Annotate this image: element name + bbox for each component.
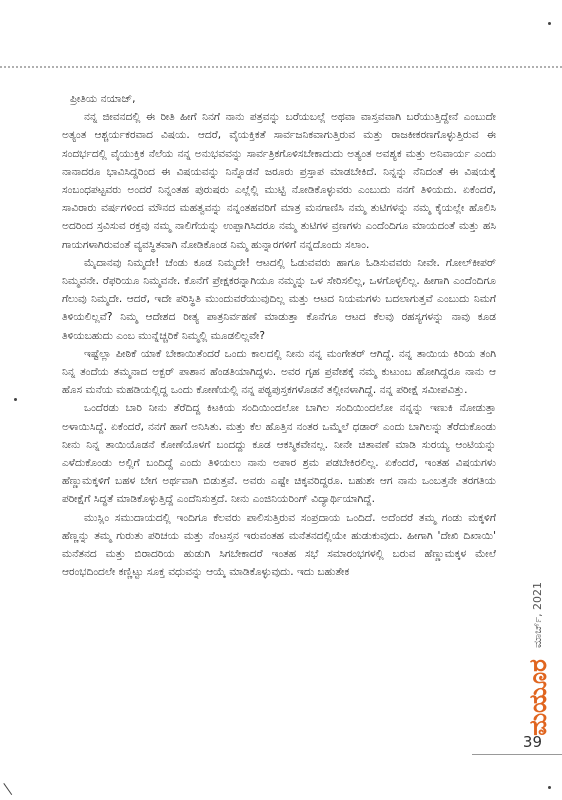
paragraph: ಇಷ್ಟೆಲ್ಲಾ ಪೀಠಿಕೆ ಯಾಕೆ ಬೇಕಾಯಿತೆಂದರೆ ಒಂದು ಕಾಲದಲ್ಲಿ ನೀನು ನನ್ನ ಮಂಗೇತರ್ ಆಗಿದ್ದೆ. ನನ್ನ ತಾಯಿಯ ಕಿರಿಯ ತಂಗಿ ನಿನ್ನ ತಂದೆಯ ತಮ್ಮನಾದ ಅಕ್ಬರ್ ಪಾಶಾನ ಹೆಂಡತಿಯಾಗಿದ್ದಳು. ಅವರ ಗೃಹ ಪ್ರವೇಶಕ್ಕೆ ನಮ್ಮ ಕುಟುಂಬ ಹೋಗಿದ್ದರೂ ನಾನು ಆ ಹೊಸ ಮನೆಯ ಮಹಡಿಯಲ್ಲಿದ್ದ ಒಂದು ಕೋಣೆಯಲ್ಲಿ ನನ್ನ ಪಠ್ಯಪುಸ್ತಕಗಳೊಡನೆ ತಲ್ಲೀನಳಾಗಿದ್ದೆ. ನನ್ನ ಪರೀಕ್ಷೆ ಸಮೀಪವಿತ್ತು.	[62, 347, 496, 397]
paragraph: ಮುಸ್ಲಿಂ ಸಮುದಾಯದಲ್ಲಿ ಇಂದಿಗೂ ಕೆಲವರು ಪಾಲಿಸುತ್ತಿರುವ ಸಂಪ್ರದಾಯ ಒಂದಿದೆ. ಅದೆಂದರೆ ತಮ್ಮ ಗಂಡು ಮಕ್ಕಳಿಗೆ ಹೆಣ್ಣನ್ನು ತಮ್ಮ ಗುರುತು ಪರಿಚಯ ಮತ್ತು ನೆಂಟಸ್ತನ ಇರುವಂತಹ ಮನೆತನದಲ್ಲಿಯೇ ಹುಡುಕುವುದು. ಹೀಗಾಗಿ 'ದೇಖಿ ದಿಖಾಯಿ' ಮನೆತನದ ಮತ್ತು ಬಿರಾದರಿಯ ಹುಡುಗಿ ಸಿಗಬೇಕಾದರೆ ಇಂತಹ ಸಭೆ ಸಮಾರಂಭಗಳಲ್ಲಿ ಬರುವ ಹೆಣ್ಣುಮಕ್ಕಳ ಮೇಲೆ ಆರಂಭದಿಂದಲೇ ಕಣ್ಣಿಟ್ಟು ಸೂಕ್ತ ವಧುವನ್ನು ಆಯ್ಕೆ ಮಾಡಿಕೊಳ್ಳುವುದು. ಇದು ಬಹುತೇಕ	[62, 511, 496, 579]
side-margin	[514, 575, 554, 735]
scan-dot	[14, 398, 17, 401]
issue-date	[529, 575, 547, 655]
paragraph: ಒಂದೆರಡು ಬಾರಿ ನೀನು ತೆರೆದಿದ್ದ ಕಿಟಕಿಯ ಸಂದಿಯಿಂದಲೋ ಬಾಗಿಲ ಸಂದಿಯಿಂದಲೋ ನನ್ನನ್ನು ಇಣುಕಿ ನೋಡುತ್ತಾ ಅಳಾಯಿಸಿದ್ದೆ. ಏಕೆಂದರೆ, ನನಗೆ ಹಾಗೆ ಅನಿಸಿತು. ಮತ್ತು ಕೆಲ ಹೊತ್ತಿನ ನಂತರ ಒಮ್ಮೆಲೆ ಧಡಾರ್ ಎಂದು ಬಾಗಿಲನ್ನು ತೆರೆದುಕೊಂಡು ನೀನು ನಿನ್ನ ತಾಯಿಯೊಡನೆ ಕೋಣೆಯೊಳಗೆ ಬಂದದ್ದು ಕೂಡ ಆಕಸ್ಮಿಕವೇನಲ್ಲ. ನೀನೇ ಚಿತಾವಣೆ ಮಾಡಿ ಸುರಯ್ಯ ಆಂಟಿಯನ್ನು ಎಳೆದುಕೊಂಡು ಅಲ್ಲಿಗೆ ಬಂದಿದ್ದೆ ಎಂದು ತಿಳಿಯಲು ನಾನು ಅಪಾರ ಶ್ರಮ ಪಡಬೇಕಿರಲಿಲ್ಲ. ಏಕೆಂದರೆ, ಇಂತಹ ವಿಷಯಗಳು ಹೆಣ್ಣುಮಕ್ಕಳಿಗೆ ಬಹಳ ಬೇಗ ಅರ್ಥವಾಗಿ ಬಿಡುತ್ತವೆ. ಅವರು ಎಷ್ಟೇ ಚಿಕ್ಕವರಿದ್ದರೂ. ಬಹುಶಃ ಆಗ ನಾನು ಒಂಬತ್ತನೇ ತರಗತಿಯ ಪರೀಕ್ಷೆಗೆ ಸಿದ್ಧತೆ ಮಾಡಿಕೊಳ್ಳುತ್ತಿದ್ದೆ ಎಂದೆನಿಸುತ್ತದೆ. ನೀನು ಎಂಜಿನಿಯರಿಂಗ್ ವಿದ್ಯಾರ್ಥಿಯಾಗಿದ್ದೆ.	[62, 402, 496, 506]
magazine-name: ಮಯೂರ	[522, 658, 552, 736]
letter-body	[62, 90, 496, 581]
page-number: 39	[522, 733, 542, 751]
folio-rule	[472, 754, 562, 755]
top-dotted-rule	[0, 66, 562, 68]
magazine-logo	[520, 657, 554, 737]
salutation: ಪ್ರೀತಿಯ ನಯಾಜ್,	[70, 93, 136, 105]
paragraph: ನನ್ನ ಜೀವನದಲ್ಲಿ ಈ ರೀತಿ ಹೀಗೆ ನಿನಗೆ ನಾನು ಪತ್ರವನ್ನು ಬರೆಯಬಲ್ಲೆ ಅಥವಾ ವಾಸ್ತವವಾಗಿ ಬರೆಯುತ್ತಿದ್ದೇನೆ ಎಂಬುದೇ ಅತ್ಯಂತ ಆಶ್ಚರ್ಯಕರವಾದ ವಿಷಯ. ಆದರೆ, ವೈಯಕ್ತಿಕತೆ ಸಾರ್ವಜನಿಕವಾಗುತ್ತಿರುವ ಮತ್ತು ರಾಜಕೀಕರಣಗೊಳ್ಳುತ್ತಿರುವ ಈ ಸಂದರ್ಭದಲ್ಲಿ ವೈಯುಕ್ತಿಕ ನೆಲೆಯ ನನ್ನ ಅನುಭವವನ್ನು ಸಾರ್ವತ್ರಿಕಗೊಳಿಸಬೇಕಾದುದು ಅತ್ಯಂತ ಅವಶ್ಯಕ ಮತ್ತು ಅನಿವಾರ್ಯ ಎಂದು ನಾನಾದರೂ ಭಾವಿಸಿದ್ದರಿಂದ ಈ ವಿಷಯವನ್ನು ನಿನ್ನೊಡನೆ ಜರೂರು ಪ್ರಸ್ತಾಪ ಮಾಡಬೇಕಿದೆ. ನಿನ್ನನ್ನು ನೆನಿದಂತೆ ಈ ವಿಷಯಕ್ಕೆ ಸಂಬಂಧಪಟ್ಟವರು ಅಂದರೆ ನಿನ್ನಂತಹ ಪುರುಷರು ಎಲ್ಲೆಲ್ಲಿ ಮುಟ್ಟಿ ನೋಡಿಕೊಳ್ಳುವರು ಎಂಬುದು ನನಗೆ ತಿಳಿಯದು. ಏಕೆಂದರೆ, ಸಾವಿರಾರು ವರ್ಷಗಳಿಂದ ಮೌನದ ಮಹತ್ವವನ್ನು ನನ್ನಂತಹವರಿಗೆ ಮಾತ್ರ ಮನಗಾಣಿಸಿ ನಮ್ಮ ತುಟಿಗಳನ್ನು ನಮ್ಮ ಕೈಯಲ್ಲೇ ಹೊಲಿಸಿ ಅದರಿಂದ ಸ್ರವಿಸುವ ರಕ್ತವು ನಮ್ಮ ನಾಲಿಗೆಯನ್ನು ಉಪ್ಪಾಗಿಸಿದರೂ ನಮ್ಮ ತುಟಿಗಳ ವ್ರಣಗಳು ಎಂದೆಂದಿಗೂ ಮಾಯದಂತೆ ಮತ್ತು ಹಸಿ ಗಾಯಗಳಾಗಿರುವಂತೆ ವ್ಯವಸ್ಥಿತವಾಗಿ ನೋಡಿಕೊಂಡ ನಿಮ್ಮ ಹುನ್ನಾರಗಳಿಗೆ ನನ್ನದೊಂದು ಸಲಾಂ.	[62, 111, 496, 251]
scan-dot	[548, 22, 551, 25]
corner-scan-mark	[3, 775, 23, 795]
issue-date-text: ಮಾರ್ಚ್, 2021	[531, 581, 545, 649]
scan-dot	[548, 786, 551, 789]
paragraph: ಮೈದಾನವು ನಿಮ್ಮದೇ! ಚೆಂಡು ಕೂಡ ನಿಮ್ಮದೇ! ಆಟದಲ್ಲಿ ಓಡುವವರು ಹಾಗೂ ಓಡಿಸುವವರು ನೀವೇ. ಗೋಲ್‌ಕೀಪರ್ ನಿಮ್ಮವನೇ. ರೆಫರಿಯೂ ನಿಮ್ಮವನೇ. ಕೊನೆಗೆ ಪ್ರೇಕ್ಷಕರನ್ನಾಗಿಯೂ ನಮ್ಮನ್ನು ಒಳ ಸೇರಿಸಲಿಲ್ಲ, ಒಳಗೊಳ್ಳಲಿಲ್ಲ. ಹೀಗಾಗಿ ಎಂದೆಂದಿಗೂ ಗೆಲುವು ನಿಮ್ಮದೇ. ಆದರೆ, ಇದೇ ಪರಿಸ್ಥಿತಿ ಮುಂದುವರೆಯುವುದಿಲ್ಲ ಮತ್ತು ಆಟದ ನಿಯಮಗಳು ಬದಲಾಗುತ್ತವೆ ಎಂಬುದು ನಿಮಗೆ ತಿಳಿಯಲಿಲ್ಲವೆ? ನಿಮ್ಮ ಆದೇಶದ ರೀತ್ಯ ಪಾತ್ರನಿರ್ವಹಣೆ ಮಾಡುತ್ತಾ ಕೊನೆಗೂ ಆಟದ ಕೆಲವು ರಹಸ್ಯಗಳನ್ನು ನಾವು ಕೂಡ ತಿಳಿಯಬಹುದು ಎಂಬ ಮುನ್ನೆಚ್ಚರಿಕೆ ನಿಮ್ಮಲ್ಲಿ ಮೂಡಲಿಲ್ಲವೇ?	[62, 256, 496, 342]
